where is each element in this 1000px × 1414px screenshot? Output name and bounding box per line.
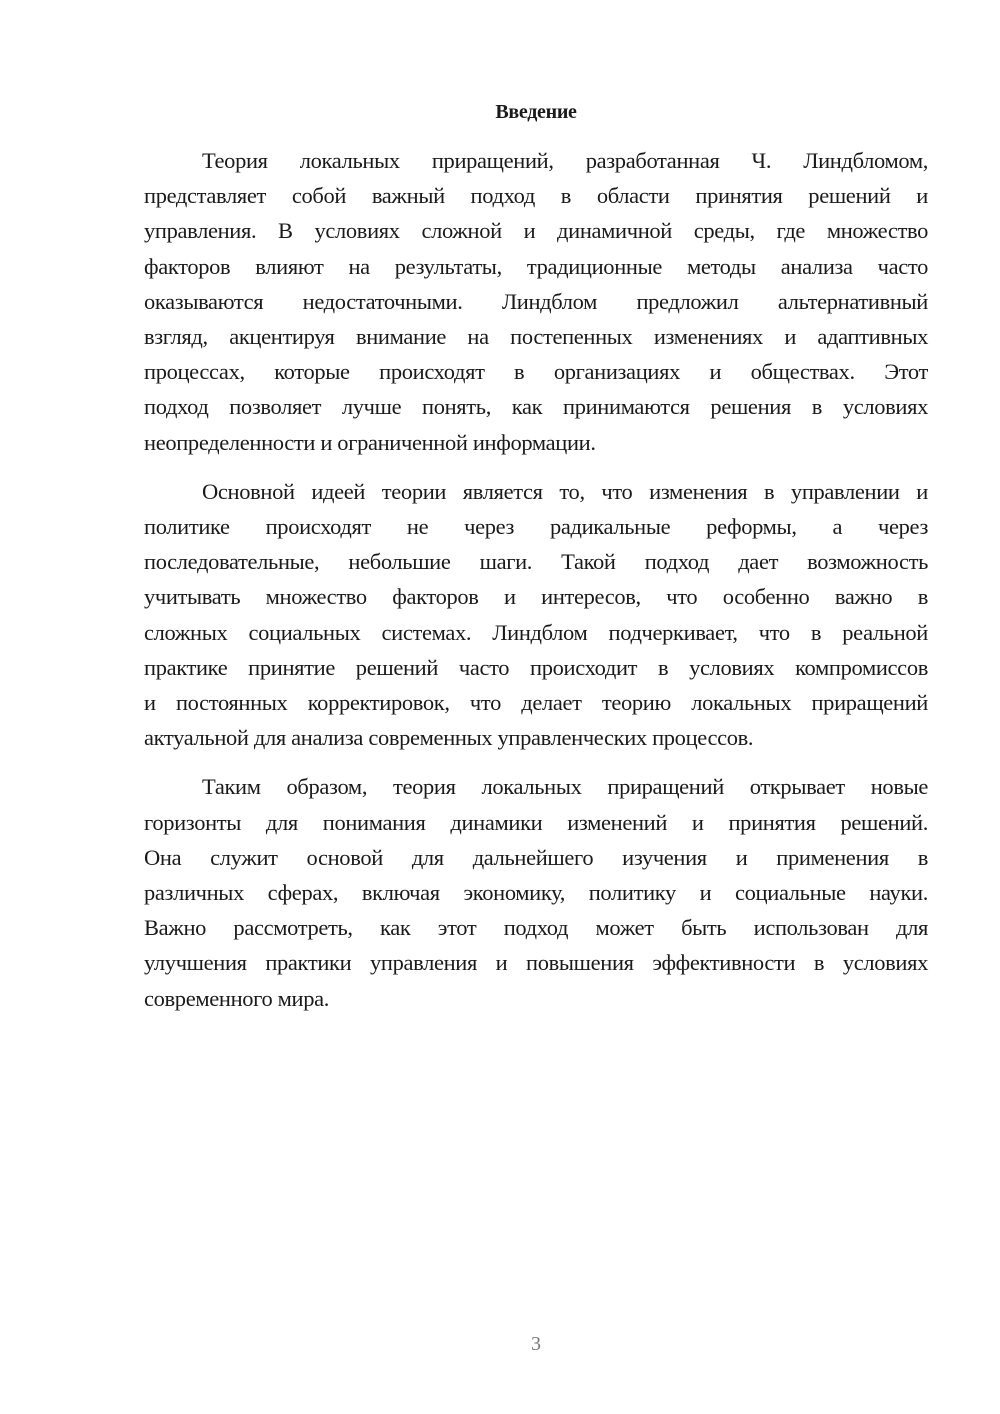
- text-line: актуальной для анализа современных управленческих процессов.: [144, 725, 754, 751]
- text-line: политике происходят не через радикальные реформы, а через: [144, 514, 928, 540]
- paragraph-3: [144, 769, 928, 1015]
- page-number: 3: [531, 1333, 541, 1355]
- paragraph-2: [144, 474, 928, 756]
- text-line: различных сферах, включая экономику, политику и социальные науки.: [144, 880, 928, 906]
- text-line: учитывать множество факторов и интересов, что особенно важно в: [144, 584, 928, 610]
- text-line: сложных социальных системах. Линдблом подчеркивает, что в реальной: [144, 619, 928, 645]
- text-line: факторов влияют на результаты, традиционные методы анализа часто: [144, 253, 928, 279]
- text-line: Таким образом, теория локальных приращений открывает новые: [202, 774, 928, 800]
- text-line: подход позволяет лучше понять, как принимаются решения в условиях: [144, 394, 928, 420]
- text-line: представляет собой важный подход в области принятия решений и: [144, 183, 928, 209]
- text-line: взгляд, акцентируя внимание на постепенных изменениях и адаптивных: [144, 324, 928, 350]
- text-line: оказываются недостаточными. Линдблом предложил альтернативный: [144, 288, 928, 314]
- paragraph-1: [144, 143, 928, 460]
- text-line: процессах, которые происходят в организациях и обществах. Этот: [144, 359, 928, 385]
- text-line: практике принятие решений часто происходит в условиях компромиссов: [144, 654, 928, 680]
- text-line: улучшения практики управления и повышения эффективности в условиях: [144, 950, 928, 976]
- text-line: Теория локальных приращений, разработанная Ч. Линдбломом,: [202, 148, 928, 173]
- text-line: горизонты для понимания динамики изменений и принятия решений.: [144, 809, 928, 835]
- section-title: Введение: [495, 101, 577, 123]
- text-line: современного мира.: [144, 985, 330, 1011]
- text-line: Важно рассмотреть, как этот подход может быть использован для: [144, 915, 928, 941]
- text-line: Основной идеей теории является то, что изменения в управлении и: [202, 478, 928, 504]
- text-line: Она служит основой для дальнейшего изучения и применения в: [144, 844, 928, 870]
- text-line: неопределенности и ограниченной информации.: [144, 429, 596, 455]
- text-line: и постоянных корректировок, что делает теорию локальных приращений: [144, 690, 928, 716]
- document-body: [144, 143, 928, 1030]
- text-line: управления. В условиях сложной и динамичной среды, где множество: [144, 218, 928, 244]
- text-line: последовательные, небольшие шаги. Такой подход дает возможность: [144, 549, 928, 575]
